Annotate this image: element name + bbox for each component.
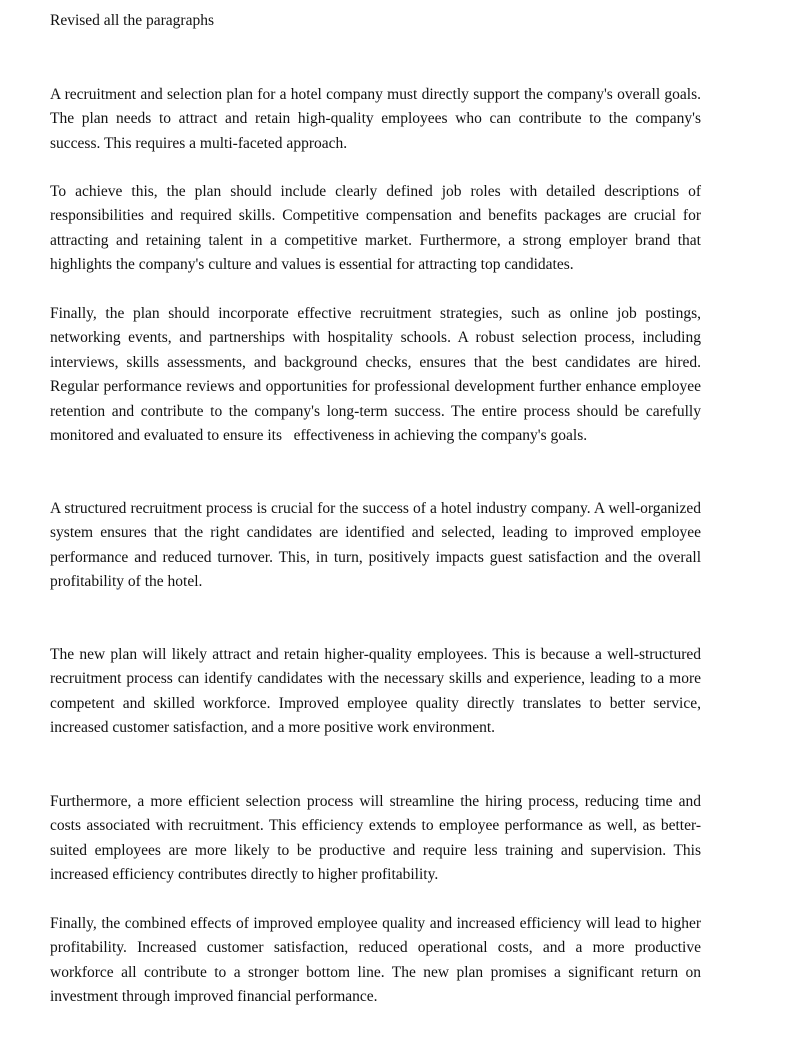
paragraph-job-roles: To achieve this, the plan should include clearly defined job roles with detailed descriptions of responsibilities and required skills. Competitive compensation and benefits packages are crucial for attracting and retaining talent in a competitive market. Furthermore, a strong employer brand that highlights the company's culture and values is essential for attracting top candidates. — [50, 183, 705, 274]
paragraph-profitability: Finally, the combined effects of improved employee quality and increased efficiency will lead to higher profitability. Increased customer satisfaction, reduced operational costs, and a more productive workforce all contribute to a stronger bottom line. The new plan promises a significant return on investment through improved financial performance. — [50, 915, 705, 1006]
paragraph-plan-goals: A recruitment and selection plan for a hotel company must directly support the company's overall goals. The plan needs to attract and retain high-quality employees who can contribute to the company's success. This requires a multi-faceted approach. — [50, 86, 705, 152]
paragraph-efficiency: Furthermore, a more efficient selection process will streamline the hiring process, reducing time and costs associated with recruitment. This efficiency extends to employee performance as well, as better-suited employees are more likely to be productive and require less training and supervision. This increased efficiency contributes directly to higher profitability. — [50, 793, 705, 884]
paragraph-recruitment-strategies: Finally, the plan should incorporate effective recruitment strategies, such as online job postings, networking events, and partnerships with hospitality schools. A robust selection process, including interviews, skills assessments, and background checks, ensures that the best candidates are hired. Regular performance reviews and opportunities for professional development further enhance employee retention and contribute to the company's long-term success. The entire process should be carefully monitored and evaluated to ensure its effectiveness in achieving the company's goals. — [50, 305, 705, 445]
document-heading: Revised all the paragraphs — [50, 12, 214, 29]
paragraph-employee-quality: The new plan will likely attract and retain higher-quality employees. This is because a well-structured recruitment process can identify candidates with the necessary skills and experience, leading to a more competent and skilled workforce. Improved employee quality directly translates to better service, increased customer satisfaction, and a more positive work environment. — [50, 646, 705, 737]
paragraph-structured-process: A structured recruitment process is crucial for the success of a hotel industry company. A well-organized system ensures that the right candidates are identified and selected, leading to improved employee performance and reduced turnover. This, in turn, positively impacts guest satisfaction and the overall profitability of the hotel. — [50, 500, 705, 591]
